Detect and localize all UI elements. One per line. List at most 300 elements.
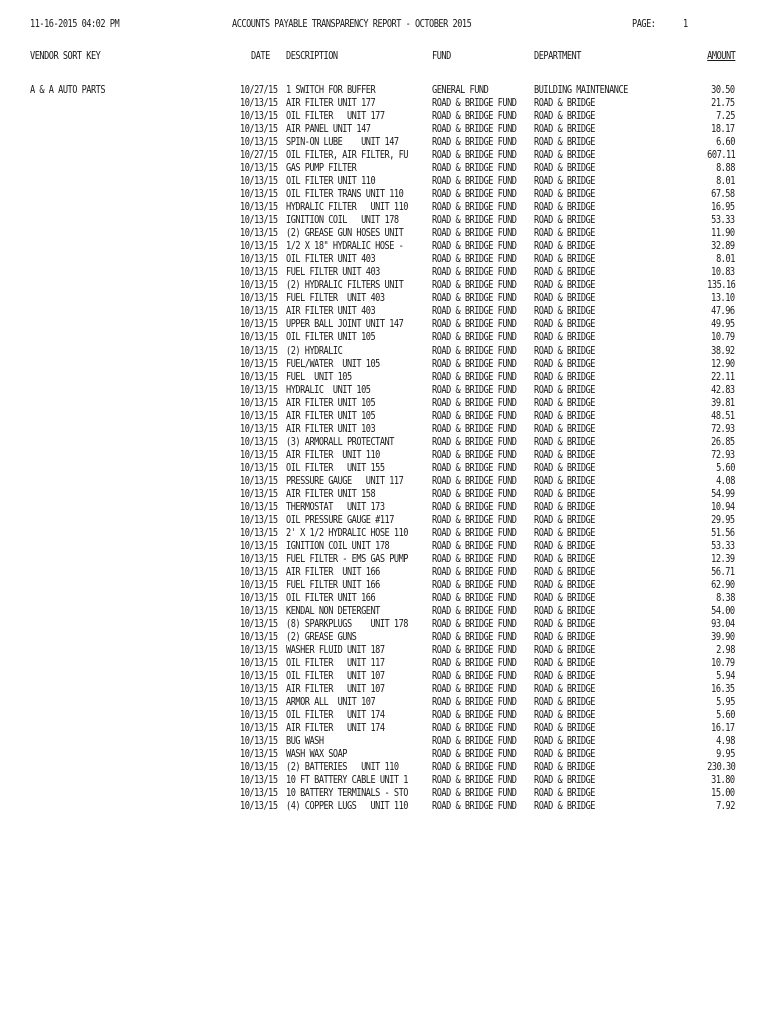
amount-cell: 135.16 [706, 279, 735, 292]
department-cell: ROAD & BRIDGE [534, 201, 596, 214]
department-cell: ROAD & BRIDGE [534, 735, 596, 748]
table-row [0, 566, 770, 579]
department-cell: ROAD & BRIDGE [534, 123, 596, 136]
date-cell: 10/13/15 [240, 318, 278, 331]
description-cell: WASH WAX SOAP [286, 748, 348, 761]
table-row [0, 644, 770, 657]
table-row [0, 709, 770, 722]
amount-cell: 48.51 [711, 409, 735, 422]
table-row [0, 605, 770, 618]
department-cell: ROAD & BRIDGE [534, 565, 596, 578]
date-cell: 10/13/15 [240, 292, 278, 305]
description-cell: IGNITION COIL UNIT 178 [286, 539, 390, 552]
department-cell: ROAD & BRIDGE [534, 149, 596, 162]
amount-cell: 607.11 [706, 149, 735, 162]
fund-cell: ROAD & BRIDGE FUND [432, 292, 517, 305]
date-cell: 10/13/15 [240, 136, 278, 149]
table-row [0, 175, 770, 188]
table-row [0, 110, 770, 123]
table-row [0, 696, 770, 709]
department-cell: ROAD & BRIDGE [534, 618, 596, 631]
table-row [0, 227, 770, 240]
table-row [0, 279, 770, 292]
fund-cell: ROAD & BRIDGE FUND [432, 644, 517, 657]
amount-cell: 6.60 [716, 136, 735, 149]
amount-cell: 72.93 [711, 422, 735, 435]
amount-cell: 5.60 [716, 709, 735, 722]
date-cell: 10/13/15 [240, 539, 278, 552]
fund-cell: ROAD & BRIDGE FUND [432, 474, 517, 487]
description-cell: KENDAL NON DETERGENT [286, 605, 380, 617]
description-cell: THERMOSTAT UNIT 173 [286, 500, 385, 513]
amount-cell: 30.50 [711, 84, 735, 96]
date-cell: 10/13/15 [240, 722, 278, 735]
amount-cell: 8.88 [716, 162, 735, 175]
table-row [0, 331, 770, 344]
report-datetime: 11-16-2015 04:02 PM [30, 18, 120, 30]
date-cell: 10/13/15 [240, 110, 278, 123]
date-cell: 10/13/15 [240, 670, 278, 683]
amount-cell: 16.17 [711, 722, 735, 735]
description-cell: OIL FILTER TRANS UNIT 110 [286, 188, 404, 201]
description-cell: OIL FILTER UNIT 105 [286, 331, 376, 344]
amount-cell: 16.35 [711, 683, 735, 696]
description-cell: (4) COPPER LUGS UNIT 110 [286, 800, 408, 813]
date-cell: 10/13/15 [240, 396, 278, 409]
department-cell: ROAD & BRIDGE [534, 526, 596, 539]
amount-cell: 72.93 [711, 448, 735, 461]
description-cell: (2) HYDRALIC [286, 344, 343, 357]
table-row [0, 670, 770, 683]
table-row [0, 735, 770, 748]
table-row [0, 318, 770, 331]
date-cell: 10/13/15 [240, 422, 278, 435]
department-cell: ROAD & BRIDGE [534, 670, 596, 683]
date-cell: 10/13/15 [240, 774, 278, 787]
table-row [0, 214, 770, 227]
description-cell: UPPER BALL JOINT UNIT 147 [286, 318, 404, 331]
department-cell: ROAD & BRIDGE [534, 253, 596, 266]
table-row [0, 266, 770, 279]
fund-cell: ROAD & BRIDGE FUND [432, 422, 517, 435]
table-row [0, 501, 770, 514]
amount-cell: 31.80 [711, 774, 735, 787]
description-cell: HYDRALIC FILTER UNIT 110 [286, 201, 408, 214]
amount-cell: 47.96 [711, 305, 735, 318]
fund-cell: ROAD & BRIDGE FUND [432, 787, 517, 800]
amount-cell: 93.04 [711, 618, 735, 631]
amount-cell: 7.25 [716, 110, 735, 123]
department-cell: ROAD & BRIDGE [534, 214, 596, 227]
amount-cell: 18.17 [711, 123, 735, 136]
table-row [0, 423, 770, 436]
description-cell: (2) GREASE GUN HOSES UNIT [286, 227, 404, 240]
amount-cell: 7.92 [716, 800, 735, 813]
description-cell: 10 BATTERY TERMINALS - STO [286, 787, 408, 800]
fund-cell: ROAD & BRIDGE FUND [432, 253, 517, 266]
amount-cell: 67.58 [711, 188, 735, 201]
amount-cell: 10.79 [711, 331, 735, 344]
amount-cell: 8.01 [716, 175, 735, 188]
department-cell: ROAD & BRIDGE [534, 331, 596, 344]
amount-cell: 39.90 [711, 631, 735, 644]
table-row [0, 436, 770, 449]
fund-cell: ROAD & BRIDGE FUND [432, 748, 517, 761]
description-cell: FUEL/WATER UNIT 105 [286, 357, 380, 370]
fund-cell: ROAD & BRIDGE FUND [432, 696, 517, 709]
department-cell: ROAD & BRIDGE [534, 318, 596, 331]
fund-cell: ROAD & BRIDGE FUND [432, 800, 517, 813]
fund-cell: ROAD & BRIDGE FUND [432, 123, 517, 136]
fund-cell: ROAD & BRIDGE FUND [432, 552, 517, 565]
amount-cell: 56.71 [711, 565, 735, 578]
department-cell: ROAD & BRIDGE [534, 305, 596, 318]
department-cell: ROAD & BRIDGE [534, 513, 596, 526]
date-cell: 10/13/15 [240, 175, 278, 188]
description-cell: FUEL FILTER UNIT 403 [286, 266, 380, 279]
fund-cell: ROAD & BRIDGE FUND [432, 670, 517, 683]
department-cell: ROAD & BRIDGE [534, 162, 596, 175]
date-cell: 10/13/15 [240, 565, 278, 578]
department-cell: ROAD & BRIDGE [534, 605, 596, 617]
date-cell: 10/13/15 [240, 461, 278, 474]
department-cell: ROAD & BRIDGE [534, 370, 596, 383]
fund-cell: ROAD & BRIDGE FUND [432, 201, 517, 214]
column-header-department: DEPARTMENT [534, 50, 581, 62]
date-cell: 10/13/15 [240, 800, 278, 813]
department-cell: ROAD & BRIDGE [534, 279, 596, 292]
fund-cell: ROAD & BRIDGE FUND [432, 149, 517, 162]
amount-cell: 9.95 [716, 748, 735, 761]
department-cell: ROAD & BRIDGE [534, 683, 596, 696]
column-header-vendor: VENDOR SORT KEY [30, 50, 101, 62]
department-cell: ROAD & BRIDGE [534, 422, 596, 435]
description-cell: 2' X 1/2 HYDRALIC HOSE 110 [286, 526, 408, 539]
date-cell: 10/13/15 [240, 618, 278, 631]
fund-cell: ROAD & BRIDGE FUND [432, 227, 517, 240]
fund-cell: GENERAL FUND [432, 84, 489, 96]
fund-cell: ROAD & BRIDGE FUND [432, 344, 517, 357]
description-cell: AIR FILTER UNIT 107 [286, 683, 385, 696]
amount-cell: 54.99 [711, 487, 735, 500]
fund-cell: ROAD & BRIDGE FUND [432, 500, 517, 513]
department-cell: ROAD & BRIDGE [534, 227, 596, 240]
description-cell: AIR FILTER UNIT 177 [286, 97, 376, 110]
fund-cell: ROAD & BRIDGE FUND [432, 513, 517, 526]
table-row [0, 579, 770, 592]
table-row [0, 475, 770, 488]
date-cell: 10/13/15 [240, 644, 278, 657]
amount-cell: 11.90 [711, 227, 735, 240]
description-cell: (8) SPARKPLUGS UNIT 178 [286, 618, 408, 631]
date-cell: 10/13/15 [240, 214, 278, 227]
fund-cell: ROAD & BRIDGE FUND [432, 318, 517, 331]
fund-cell: ROAD & BRIDGE FUND [432, 331, 517, 344]
table-row [0, 761, 770, 774]
department-cell: ROAD & BRIDGE [534, 591, 596, 604]
fund-cell: ROAD & BRIDGE FUND [432, 383, 517, 396]
department-cell: ROAD & BRIDGE [534, 761, 596, 774]
amount-cell: 4.98 [716, 735, 735, 748]
department-cell: ROAD & BRIDGE [534, 657, 596, 670]
table-row [0, 527, 770, 540]
fund-cell: ROAD & BRIDGE FUND [432, 370, 517, 383]
column-header-amount: AMOUNT [706, 50, 735, 62]
date-cell: 10/13/15 [240, 787, 278, 800]
fund-cell: ROAD & BRIDGE FUND [432, 97, 517, 110]
table-row [0, 397, 770, 410]
fund-cell: ROAD & BRIDGE FUND [432, 461, 517, 474]
date-cell: 10/13/15 [240, 500, 278, 513]
department-cell: ROAD & BRIDGE [534, 409, 596, 422]
department-cell: ROAD & BRIDGE [534, 539, 596, 552]
description-cell: AIR FILTER UNIT 105 [286, 409, 376, 422]
amount-cell: 22.11 [711, 370, 735, 383]
table-row [0, 800, 770, 813]
table-row [0, 410, 770, 423]
description-cell: PRESSURE GAUGE UNIT 117 [286, 474, 404, 487]
description-cell: SPIN-ON LUBE UNIT 147 [286, 136, 399, 149]
fund-cell: ROAD & BRIDGE FUND [432, 240, 517, 253]
description-cell: AIR FILTER UNIT 105 [286, 396, 376, 409]
date-cell: 10/13/15 [240, 552, 278, 565]
department-cell: ROAD & BRIDGE [534, 136, 596, 149]
date-cell: 10/13/15 [240, 383, 278, 396]
description-cell: 1/2 X 18" HYDRALIC HOSE - [286, 240, 404, 253]
description-cell: OIL FILTER UNIT 117 [286, 657, 385, 670]
amount-cell: 38.92 [711, 344, 735, 357]
department-cell: BUILDING MAINTENANCE [534, 84, 628, 96]
date-cell: 10/13/15 [240, 331, 278, 344]
department-cell: ROAD & BRIDGE [534, 435, 596, 448]
amount-cell: 62.90 [711, 578, 735, 591]
amount-cell: 53.33 [711, 214, 735, 227]
fund-cell: ROAD & BRIDGE FUND [432, 279, 517, 292]
department-cell: ROAD & BRIDGE [534, 696, 596, 709]
table-row [0, 240, 770, 253]
table-row [0, 345, 770, 358]
date-cell: 10/13/15 [240, 344, 278, 357]
description-cell: OIL FILTER UNIT 174 [286, 709, 385, 722]
fund-cell: ROAD & BRIDGE FUND [432, 188, 517, 201]
date-cell: 10/13/15 [240, 683, 278, 696]
table-row [0, 553, 770, 566]
date-cell: 10/13/15 [240, 696, 278, 709]
table-row [0, 292, 770, 305]
date-cell: 10/13/15 [240, 526, 278, 539]
table-row [0, 162, 770, 175]
fund-cell: ROAD & BRIDGE FUND [432, 631, 517, 644]
table-row [0, 149, 770, 162]
description-cell: OIL FILTER, AIR FILTER, FU [286, 149, 408, 162]
date-cell: 10/13/15 [240, 657, 278, 670]
amount-cell: 39.81 [711, 396, 735, 409]
description-cell: AIR FILTER UNIT 166 [286, 565, 380, 578]
department-cell: ROAD & BRIDGE [534, 240, 596, 253]
description-cell: OIL FILTER UNIT 166 [286, 591, 376, 604]
amount-cell: 26.85 [711, 435, 735, 448]
fund-cell: ROAD & BRIDGE FUND [432, 683, 517, 696]
department-cell: ROAD & BRIDGE [534, 748, 596, 761]
table-row [0, 488, 770, 501]
date-cell: 10/13/15 [240, 513, 278, 526]
description-cell: FUEL FILTER UNIT 403 [286, 292, 385, 305]
fund-cell: ROAD & BRIDGE FUND [432, 214, 517, 227]
fund-cell: ROAD & BRIDGE FUND [432, 305, 517, 318]
date-cell: 10/13/15 [240, 605, 278, 617]
description-cell: HYDRALIC UNIT 105 [286, 383, 371, 396]
description-cell: OIL FILTER UNIT 177 [286, 110, 385, 123]
date-cell: 10/13/15 [240, 227, 278, 240]
date-cell: 10/13/15 [240, 240, 278, 253]
fund-cell: ROAD & BRIDGE FUND [432, 657, 517, 670]
department-cell: ROAD & BRIDGE [534, 448, 596, 461]
date-cell: 10/13/15 [240, 735, 278, 748]
fund-cell: ROAD & BRIDGE FUND [432, 565, 517, 578]
fund-cell: ROAD & BRIDGE FUND [432, 487, 517, 500]
amount-cell: 10.83 [711, 266, 735, 279]
amount-cell: 21.75 [711, 97, 735, 110]
fund-cell: ROAD & BRIDGE FUND [432, 526, 517, 539]
table-row [0, 787, 770, 800]
amount-cell: 4.08 [716, 474, 735, 487]
department-cell: ROAD & BRIDGE [534, 578, 596, 591]
date-cell: 10/13/15 [240, 474, 278, 487]
fund-cell: ROAD & BRIDGE FUND [432, 591, 517, 604]
description-cell: 1 SWITCH FOR BUFFER [286, 84, 376, 96]
department-cell: ROAD & BRIDGE [534, 631, 596, 644]
table-row [0, 305, 770, 318]
amount-cell: 230.30 [706, 761, 735, 774]
column-header-fund: FUND [432, 50, 451, 62]
amount-cell: 10.94 [711, 500, 735, 513]
table-row [0, 384, 770, 397]
table-row [0, 540, 770, 553]
description-cell: AIR FILTER UNIT 110 [286, 448, 380, 461]
description-cell: IGNITION COIL UNIT 178 [286, 214, 399, 227]
table-row [0, 748, 770, 761]
amount-cell: 12.39 [711, 552, 735, 565]
fund-cell: ROAD & BRIDGE FUND [432, 136, 517, 149]
amount-cell: 51.56 [711, 526, 735, 539]
amount-cell: 32.89 [711, 240, 735, 253]
department-cell: ROAD & BRIDGE [534, 188, 596, 201]
description-cell: OIL FILTER UNIT 107 [286, 670, 385, 683]
date-cell: 10/13/15 [240, 448, 278, 461]
amount-cell: 53.33 [711, 539, 735, 552]
table-row [0, 774, 770, 787]
table-row [0, 136, 770, 149]
table-row [0, 631, 770, 644]
fund-cell: ROAD & BRIDGE FUND [432, 539, 517, 552]
date-cell: 10/27/15 [240, 84, 278, 96]
fund-cell: ROAD & BRIDGE FUND [432, 709, 517, 722]
department-cell: ROAD & BRIDGE [534, 344, 596, 357]
description-cell: GAS PUMP FILTER [286, 162, 357, 175]
table-row [0, 253, 770, 266]
page-label: PAGE: [632, 18, 656, 30]
table-row [0, 592, 770, 605]
department-cell: ROAD & BRIDGE [534, 774, 596, 787]
description-cell: AIR FILTER UNIT 158 [286, 487, 376, 500]
table-row [0, 722, 770, 735]
fund-cell: ROAD & BRIDGE FUND [432, 409, 517, 422]
amount-cell: 12.90 [711, 357, 735, 370]
table-row [0, 462, 770, 475]
date-cell: 10/13/15 [240, 201, 278, 214]
date-cell: 10/13/15 [240, 123, 278, 136]
amount-cell: 15.00 [711, 787, 735, 800]
department-cell: ROAD & BRIDGE [534, 266, 596, 279]
table-row [0, 683, 770, 696]
table-row [0, 514, 770, 527]
fund-cell: ROAD & BRIDGE FUND [432, 578, 517, 591]
date-cell: 10/13/15 [240, 578, 278, 591]
description-cell: FUEL FILTER UNIT 166 [286, 578, 380, 591]
table-row [0, 371, 770, 384]
date-cell: 10/13/15 [240, 631, 278, 644]
fund-cell: ROAD & BRIDGE FUND [432, 110, 517, 123]
date-cell: 10/13/15 [240, 709, 278, 722]
fund-cell: ROAD & BRIDGE FUND [432, 435, 517, 448]
date-cell: 10/13/15 [240, 97, 278, 110]
department-cell: ROAD & BRIDGE [534, 500, 596, 513]
fund-cell: ROAD & BRIDGE FUND [432, 722, 517, 735]
description-cell: AIR FILTER UNIT 103 [286, 422, 376, 435]
description-cell: OIL PRESSURE GAUGE #117 [286, 513, 394, 526]
column-header-description: DESCRIPTION [286, 50, 338, 62]
table-row [0, 449, 770, 462]
department-cell: ROAD & BRIDGE [534, 787, 596, 800]
amount-cell: 13.10 [711, 292, 735, 305]
description-cell: FUEL UNIT 105 [286, 370, 352, 383]
department-cell: ROAD & BRIDGE [534, 709, 596, 722]
fund-cell: ROAD & BRIDGE FUND [432, 605, 517, 617]
report-title: ACCOUNTS PAYABLE TRANSPARENCY REPORT - OCTOBER 2015 [232, 18, 472, 30]
column-header-date: DATE [251, 50, 270, 62]
department-cell: ROAD & BRIDGE [534, 396, 596, 409]
description-cell: (3) ARMORALL PROTECTANT [286, 435, 394, 448]
amount-cell: 16.95 [711, 201, 735, 214]
fund-cell: ROAD & BRIDGE FUND [432, 266, 517, 279]
date-cell: 10/13/15 [240, 279, 278, 292]
amount-cell: 5.95 [716, 696, 735, 709]
page-number: 1 [683, 18, 688, 30]
department-cell: ROAD & BRIDGE [534, 644, 596, 657]
amount-cell: 5.94 [716, 670, 735, 683]
fund-cell: ROAD & BRIDGE FUND [432, 175, 517, 188]
date-cell: 10/13/15 [240, 305, 278, 318]
fund-cell: ROAD & BRIDGE FUND [432, 396, 517, 409]
table-row [0, 123, 770, 136]
description-cell: (2) HYDRALIC FILTERS UNIT [286, 279, 404, 292]
date-cell: 10/13/15 [240, 409, 278, 422]
department-cell: ROAD & BRIDGE [534, 552, 596, 565]
vendor-name: A & A AUTO PARTS [30, 84, 106, 96]
description-cell: WASHER FLUID UNIT 187 [286, 644, 385, 657]
table-row [0, 201, 770, 214]
date-cell: 10/13/15 [240, 162, 278, 175]
department-cell: ROAD & BRIDGE [534, 383, 596, 396]
department-cell: ROAD & BRIDGE [534, 110, 596, 123]
description-cell: AIR FILTER UNIT 403 [286, 305, 376, 318]
department-cell: ROAD & BRIDGE [534, 292, 596, 305]
department-cell: ROAD & BRIDGE [534, 722, 596, 735]
table-row [0, 657, 770, 670]
description-cell: (2) BATTERIES UNIT 110 [286, 761, 399, 774]
date-cell: 10/13/15 [240, 188, 278, 201]
amount-cell: 8.38 [716, 591, 735, 604]
